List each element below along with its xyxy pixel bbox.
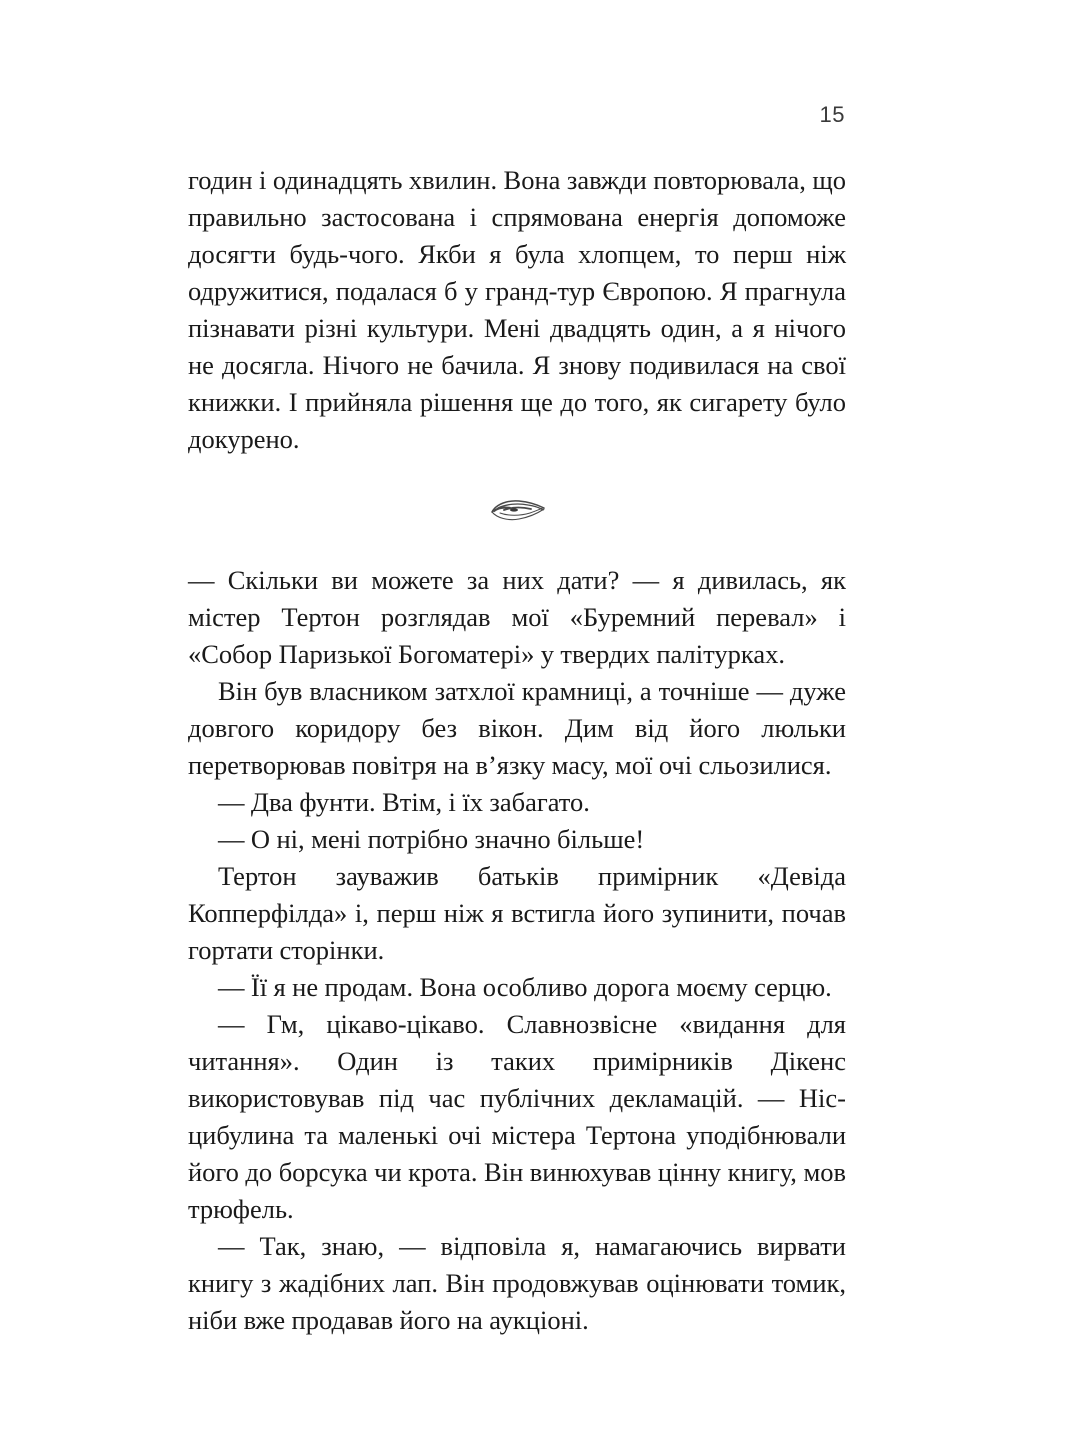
- paragraph: — Її я не продам. Вона особливо дорога моєму серцю.: [218, 972, 832, 1002]
- paragraph: Тертон зауважив батьків примірник «Девіда Копперфілда» і, перш ніж я встигла його зупинити, почав гортати сторінки.: [188, 861, 846, 965]
- paragraph: годин і одинадцять хвилин. Вона завжди повторювала, що правильно застосована і спрямована енергія допоможе досягти будь-чого. Якби я була хлопцем, то перш ніж одружитися, подалася б у гранд-тур Європою. Я прагнула пізнавати різні культури. Мені двадцять один, а я нічого не досягла. Нічого не бачила. Я знову подивилася на свої книжки. І прийняла рішення ще до того, як сигарету було докурено.: [188, 165, 846, 454]
- paragraph: — Скільки ви можете за них дати? — я дивилась, як містер Тертон розглядав мої «Буремний перевал» і «Собор Паризької Богоматері» у твердих палітурках.: [188, 565, 846, 669]
- paragraph: — О ні, мені потрібно значно більше!: [218, 824, 645, 854]
- page-text-block: [188, 162, 846, 1339]
- leaf-flourish-icon: [486, 495, 548, 525]
- section-divider: [188, 458, 846, 562]
- paragraph: — Гм, цікаво-цікаво. Славнозвісне «видання для читання». Один із таких примірників Дікенс використовував під час публічних декламацій. — Ніс-цибулина та маленькі очі містера Тертона уподібнювали його до борсука чи крота. Він винюхував цінну книгу, мов трюфель.: [188, 1009, 846, 1224]
- paragraph: — Так, знаю, — відповіла я, намагаючись вирвати книгу з жадібних лап. Він продовжував оцінювати томик, ніби вже продавав його на аукціоні.: [188, 1231, 846, 1335]
- paragraph: — Два фунти. Втім, і їх забагато.: [218, 787, 590, 817]
- page-number: 15: [819, 102, 845, 127]
- paragraph: Він був власником затхлої крамниці, а точніше — дуже довгого коридору без вікон. Дим від його люльки перетворював повітря на в’язку масу, мої очі сльозилися.: [188, 676, 846, 780]
